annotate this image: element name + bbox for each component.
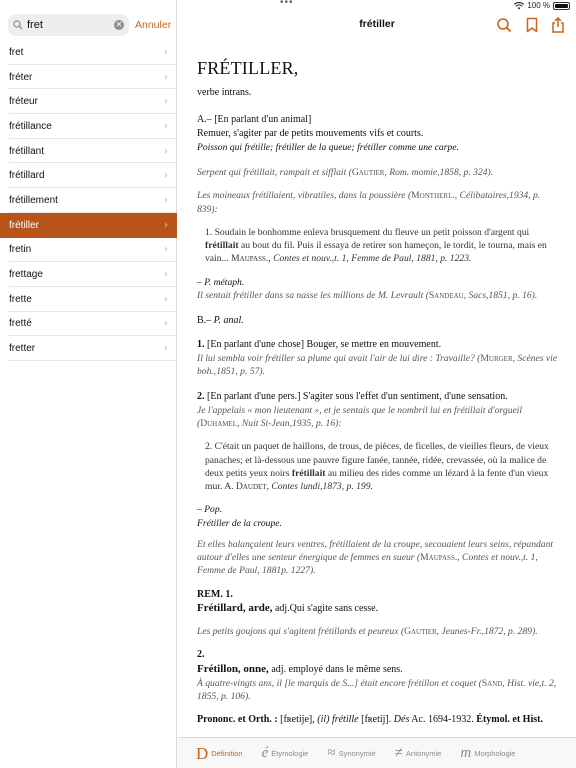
entry-category: verbe intrans. [197, 86, 252, 98]
tab-label: Synonymie [338, 748, 376, 758]
list-item-label: fretter [9, 343, 36, 355]
tab-label: Morphologie [474, 748, 516, 758]
list-item-label: fretin [9, 244, 32, 256]
list-item-label: fretté [9, 318, 32, 330]
section-a-definition: Remuer, s'agiter par de petits mouvements vifs et courts. [197, 128, 424, 140]
tab-etymologie[interactable] [262, 746, 309, 761]
chevron-right-icon: › [164, 343, 168, 355]
list-item[interactable] [0, 65, 177, 90]
tab-definition[interactable] [196, 745, 243, 762]
chevron-right-icon: › [164, 244, 168, 256]
list-item-label: frétillard [9, 170, 45, 182]
remark-heading: REM. 1. [197, 588, 233, 600]
list-item[interactable] [0, 89, 177, 114]
list-item-label: frettage [9, 269, 43, 281]
chevron-right-icon: › [164, 293, 168, 305]
section-a-heading: A.– [En parlant d'un animal] [197, 114, 312, 126]
sidebar [0, 0, 177, 768]
list-item[interactable] [0, 238, 177, 263]
chevron-right-icon: › [164, 269, 168, 281]
tab-antonymie[interactable] [395, 746, 442, 761]
chevron-right-icon: › [164, 71, 168, 83]
bookmark-icon[interactable] [524, 17, 540, 33]
synonymie-icon: ≈ [327, 744, 336, 761]
citation: Les petits goujons qui s'agitent frétillards et peureux (Gautier, Jeunes-Fr.,1872, p. 289). [197, 625, 538, 637]
entry-headword: FRÉTILLER, [197, 58, 299, 78]
citation: Il sentait frétiller dans sa nasse les millions de M. Levrault (Sandeau, Sacs,1851, p. 16). [197, 289, 538, 301]
status-right [514, 1, 570, 10]
clear-search-icon[interactable]: ✕ [115, 20, 123, 29]
metaph-heading: – P. métaph. [197, 276, 245, 288]
search-input[interactable] [27, 19, 117, 31]
section-b1-definition: 1. [En parlant d'une chose] Bouger, se mettre en mouvement. [197, 338, 442, 350]
list-item-label: fret [9, 46, 24, 58]
citation: Les moineaux frétillaient, vibratiles, dans la poussière (Montherl., Célibataires,1934, p. 839): [197, 190, 541, 215]
list-item-label: frétiller [9, 219, 40, 231]
list-item[interactable] [0, 262, 177, 287]
pronunciation: Prononc. et Orth. : [fʀetije], (il) frétille [fʀetij]. Dés Ac. 1694-1932. Étymol. et Hist. [197, 714, 543, 726]
numbered-example: 1. Soudain le bonhomme enleva brusquement du fleuve un petit poisson d'argent qui frétillait au bout du fil. Puis il essaya de retirer son hameçon, le tordit, le tourna, mais en vain... Maupass., Contes et nouv.,t. 1, Femme de Paul, 1881, p. 1223. [205, 226, 547, 265]
pop-example: Frétiller de la croupe. [197, 517, 282, 529]
multitasking-dots[interactable]: ••• [280, 0, 294, 8]
list-item-label: frette [9, 293, 32, 305]
remark-2-heading: 2. [197, 648, 205, 660]
chevron-right-icon: › [164, 46, 168, 58]
morphologie-icon: m [460, 744, 472, 761]
section-a-example: Poisson qui frétille; frétiller de la queue; frétiller comme une carpe. [197, 141, 459, 153]
header [178, 12, 576, 40]
chevron-right-icon: › [164, 194, 168, 206]
list-item-label: fréter [9, 71, 33, 83]
definition-content [197, 58, 559, 727]
page-title: frétiller [359, 18, 395, 30]
chevron-right-icon: › [164, 120, 168, 132]
list-item-label: frétillant [9, 145, 45, 157]
citation: Je l'appelais « mon lieutenant », et je sentais que le nombril lui en frétillait d'orgueil (Duhamel, Nuit St-Jean,1935, p. 16): [197, 404, 523, 430]
wifi-icon [514, 2, 524, 10]
tab-synonymie[interactable] [327, 746, 375, 761]
tab-bar [178, 737, 576, 768]
chevron-right-icon: › [164, 96, 168, 108]
chevron-right-icon: › [164, 219, 168, 231]
section-b-heading: B.– P. anal. [197, 315, 244, 327]
citation: Serpent qui frétillait, rampait et sifflait (Gautier, Rom. momie,1858, p. 324). [197, 167, 494, 179]
list-item[interactable] [0, 114, 177, 139]
tab-label: Antonymie [405, 748, 442, 758]
list-item[interactable] [0, 213, 177, 238]
citation: Et elles balançaient leurs ventres, frétillaient de la croupe, secouaient leurs seins, répandant autour d'elles une senteur énergique de femmes en sueur (Maupass., Contes et nouv.,t. 1, Femme de Paul, 1881p. 1227). [197, 538, 554, 577]
list-item[interactable] [0, 312, 177, 337]
search-box[interactable] [8, 14, 129, 36]
list-item-label: fréteur [9, 96, 38, 108]
share-icon[interactable] [550, 17, 566, 33]
etymologie-icon: é [261, 744, 269, 761]
citation: À quatre-vingts ans, il [le marquis de S...] était encore frétillon et coquet (Sand, Hist. vie,t. 2, 1855, p. 106). [197, 677, 557, 702]
list-item-label: frétillement [9, 194, 58, 206]
chevron-right-icon: › [164, 145, 168, 157]
search-icon [13, 20, 23, 30]
section-b2-definition: 2. [En parlant d'une pers.] S'agiter sous l'effet d'un sentiment, d'une sensation. [197, 391, 508, 403]
word-list [0, 40, 177, 361]
list-item[interactable] [0, 336, 177, 361]
numbered-example: 2. C'était un paquet de haillons, de trous, de pièces, de ficelles, de vieilles fleurs, de vieux panaches; et là-dessous une pauvre figure fanée, tannée, ridée, crevassée, où la malice de deux petits yeux noirs frétillait au milieu des rides comme un lézard à la fente d'un vieux mur. A. Daudet, Contes lundi,1873, p. 199. [205, 441, 549, 493]
cancel-button[interactable]: Annuler [135, 19, 172, 31]
citation: Il lui sembla voir frétiller sa plume qui avait l'air de lui dire : Travaille? (Murger, Scènes vie boh.,1851, p. 57). [197, 352, 558, 377]
list-item[interactable] [0, 163, 177, 188]
tab-label: Étymologie [271, 748, 309, 758]
remark-2-definition: Frétillon, onne, adj. employé dans le même sens. [197, 662, 403, 675]
list-item[interactable] [0, 40, 177, 65]
search-icon[interactable] [496, 17, 512, 33]
list-item-label: frétillance [9, 120, 52, 132]
chevron-right-icon: › [164, 170, 168, 182]
battery-percent: 100 % [527, 1, 550, 10]
pop-heading: – Pop. [197, 504, 223, 516]
definition-icon: D [196, 743, 209, 763]
list-item[interactable] [0, 139, 177, 164]
search-row [8, 14, 172, 36]
list-item[interactable] [0, 188, 177, 213]
chevron-right-icon: › [164, 318, 168, 330]
tab-label: Définition [211, 748, 243, 758]
list-item[interactable] [0, 287, 177, 312]
battery-icon [553, 2, 570, 10]
antonymie-icon: ≠ [394, 744, 403, 761]
remark-definition: Frétillard, arde, adj.Qui s'agite sans cesse. [197, 602, 379, 615]
tab-morphologie[interactable] [460, 746, 515, 761]
